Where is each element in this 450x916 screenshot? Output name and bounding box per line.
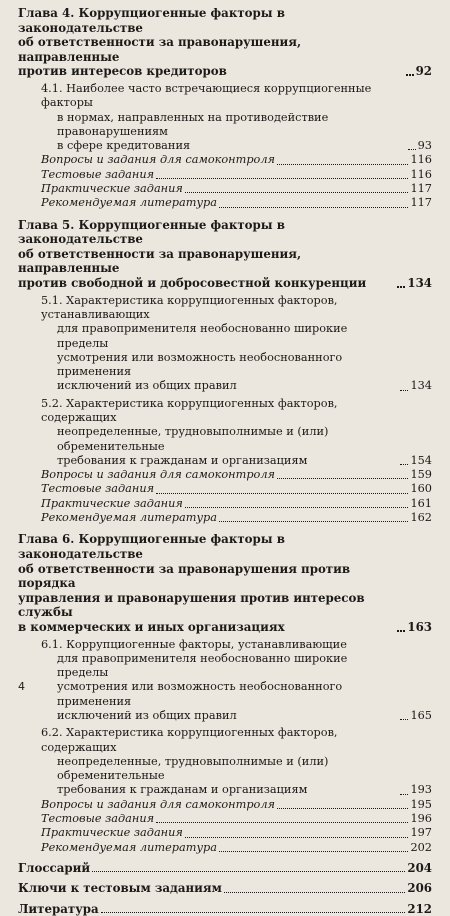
entry-label: Практические задания <box>41 182 183 196</box>
entry-line: 6.2. Характеристика коррупциогенных факторов, содержащих <box>41 726 338 754</box>
page-ref: 117 <box>410 182 432 196</box>
page-ref: 193 <box>410 783 432 797</box>
entry-line: неопределенные, трудновыполнимые и (или) обременительные <box>57 754 329 783</box>
dot-leader <box>185 837 409 838</box>
section-entry <box>41 294 432 394</box>
page-ref: 206 <box>407 881 432 896</box>
page-ref: 165 <box>410 709 432 722</box>
entry-label: Рекомендуемая литература <box>41 840 217 854</box>
entry-line: 5.1. Характеристика коррупциогенных факторов, устанавливающих <box>41 293 338 321</box>
entry-line: в нормах, направленных на противодействие правонарушениям <box>57 110 329 138</box>
entry-line: требования к гражданам и организациям <box>57 453 308 467</box>
page-ref: 212 <box>407 901 432 916</box>
dot-leader <box>400 719 408 720</box>
dot-leader <box>219 521 408 522</box>
section-entry <box>41 726 432 797</box>
misc-entry <box>41 196 432 210</box>
dot-leader <box>277 478 408 479</box>
entry-line: усмотрения или возможность необоснованного применения <box>57 350 343 379</box>
misc-entry <box>41 826 432 840</box>
section-entry <box>41 638 432 724</box>
entry-line: об ответственности за правонарушения против порядка <box>18 561 351 591</box>
dot-leader <box>219 851 408 852</box>
entry-line: требования к гражданам и организациям <box>57 783 308 797</box>
page-ref: 161 <box>410 496 432 510</box>
page-ref: 116 <box>410 153 432 167</box>
misc-entry <box>41 798 432 812</box>
misc-entry <box>41 482 432 496</box>
back-matter-entry <box>18 881 432 895</box>
dot-leader <box>156 822 408 823</box>
page-ref: 196 <box>410 812 432 826</box>
page-ref: 117 <box>410 196 432 210</box>
dot-leader <box>397 286 405 288</box>
dot-leader <box>397 630 405 632</box>
dot-leader <box>400 390 408 391</box>
page-ref: 204 <box>407 860 432 875</box>
page-ref: 134 <box>410 379 432 393</box>
entry-label: Рекомендуемая литература <box>41 196 217 210</box>
entry-label: Рекомендуемая литература <box>41 511 217 525</box>
dot-leader <box>408 149 416 150</box>
entry-line: управления и правонарушения против интересов службы <box>18 590 365 620</box>
page-ref: 160 <box>410 482 432 496</box>
dot-leader <box>277 808 408 809</box>
entry-line: 5.2. Характеристика коррупциогенных факторов, содержащих <box>41 396 338 424</box>
section-entry <box>41 82 432 153</box>
entry-line: исключений из общих правил <box>57 709 237 722</box>
page-ref: 197 <box>410 826 432 840</box>
entry-line: об ответственности за правонарушения, направленные <box>18 35 302 64</box>
back-matter-entry <box>18 902 432 916</box>
misc-entry <box>41 468 432 482</box>
table-of-contents <box>18 6 432 916</box>
misc-entry <box>41 168 432 182</box>
entry-label: Глоссарий <box>18 860 91 875</box>
dot-leader <box>277 164 408 165</box>
page-number: 4 <box>18 680 25 693</box>
misc-entry <box>41 497 432 511</box>
misc-entry <box>41 812 432 826</box>
entry-line: Глава 6. Коррупциогенные факторы в законодательстве <box>18 532 285 561</box>
dot-leader <box>185 507 409 508</box>
entry-line: против интересов кредиторов <box>18 64 227 79</box>
entry-line: неопределенные, трудновыполнимые и (или) обременительные <box>57 425 329 453</box>
dot-leader <box>92 871 405 872</box>
entry-label: Вопросы и задания для самоконтроля <box>41 468 276 482</box>
entry-label: Вопросы и задания для самоконтроля <box>41 153 276 167</box>
dot-leader <box>156 178 408 179</box>
misc-entry <box>41 511 432 525</box>
page-ref: 154 <box>410 453 432 467</box>
entry-line: усмотрения или возможность необоснованного применения <box>57 680 343 708</box>
section-entry <box>41 397 432 468</box>
entry-label: Вопросы и задания для самоконтроля <box>41 797 276 811</box>
entry-line: исключений из общих правил <box>57 379 237 393</box>
dot-leader <box>400 464 408 465</box>
entry-line: в коммерческих и иных организациях <box>18 619 285 634</box>
entry-line: 6.1. Коррупциогенные факторы, устанавливающие <box>41 637 347 651</box>
page-ref: 116 <box>410 167 432 181</box>
entry-line: против свободной и добросовестной конкуренции <box>18 276 367 291</box>
dot-leader <box>101 912 406 913</box>
page-ref: 93 <box>417 139 432 153</box>
dot-leader <box>185 192 409 193</box>
entry-line: 4.1. Наиболее часто встречающиеся коррупциогенные факторы <box>41 81 372 110</box>
dot-leader <box>156 493 408 494</box>
page-ref: 195 <box>410 797 432 811</box>
entry-line: Глава 5. Коррупциогенные факторы в законодательстве <box>18 217 285 247</box>
entry-label: Практические задания <box>41 826 183 840</box>
page-ref: 159 <box>410 468 432 482</box>
dot-leader <box>406 74 414 76</box>
dot-leader <box>400 794 408 795</box>
entry-line: для правоприменителя необоснованно широкие пределы <box>57 322 348 350</box>
page-ref: 202 <box>410 840 432 854</box>
misc-entry <box>41 153 432 167</box>
page-ref: 162 <box>410 511 432 525</box>
entry-label: Тестовые задания <box>41 167 155 181</box>
misc-entry <box>41 841 432 855</box>
dot-leader <box>219 207 408 208</box>
chapter-heading <box>18 532 432 634</box>
page-ref: 134 <box>407 276 432 291</box>
entry-label: Тестовые задания <box>41 482 155 496</box>
entry-line: Глава 4. Коррупциогенные факторы в законодательстве <box>18 6 285 35</box>
entry-label: Литература <box>18 901 99 916</box>
chapter-heading <box>18 6 432 79</box>
back-matter-entry <box>18 861 432 875</box>
entry-label: Ключи к тестовым заданиям <box>18 881 222 896</box>
chapter-heading <box>18 218 432 291</box>
page-ref: 92 <box>415 64 432 79</box>
entry-line: в сфере кредитования <box>57 139 191 153</box>
entry-label: Тестовые задания <box>41 812 155 826</box>
entry-line: для правоприменителя необоснованно широкие пределы <box>57 651 348 680</box>
entry-line: об ответственности за правонарушения, направленные <box>18 246 302 276</box>
misc-entry <box>41 182 432 196</box>
page-ref: 163 <box>407 619 432 634</box>
entry-label: Практические задания <box>41 496 183 510</box>
dot-leader <box>224 892 406 893</box>
